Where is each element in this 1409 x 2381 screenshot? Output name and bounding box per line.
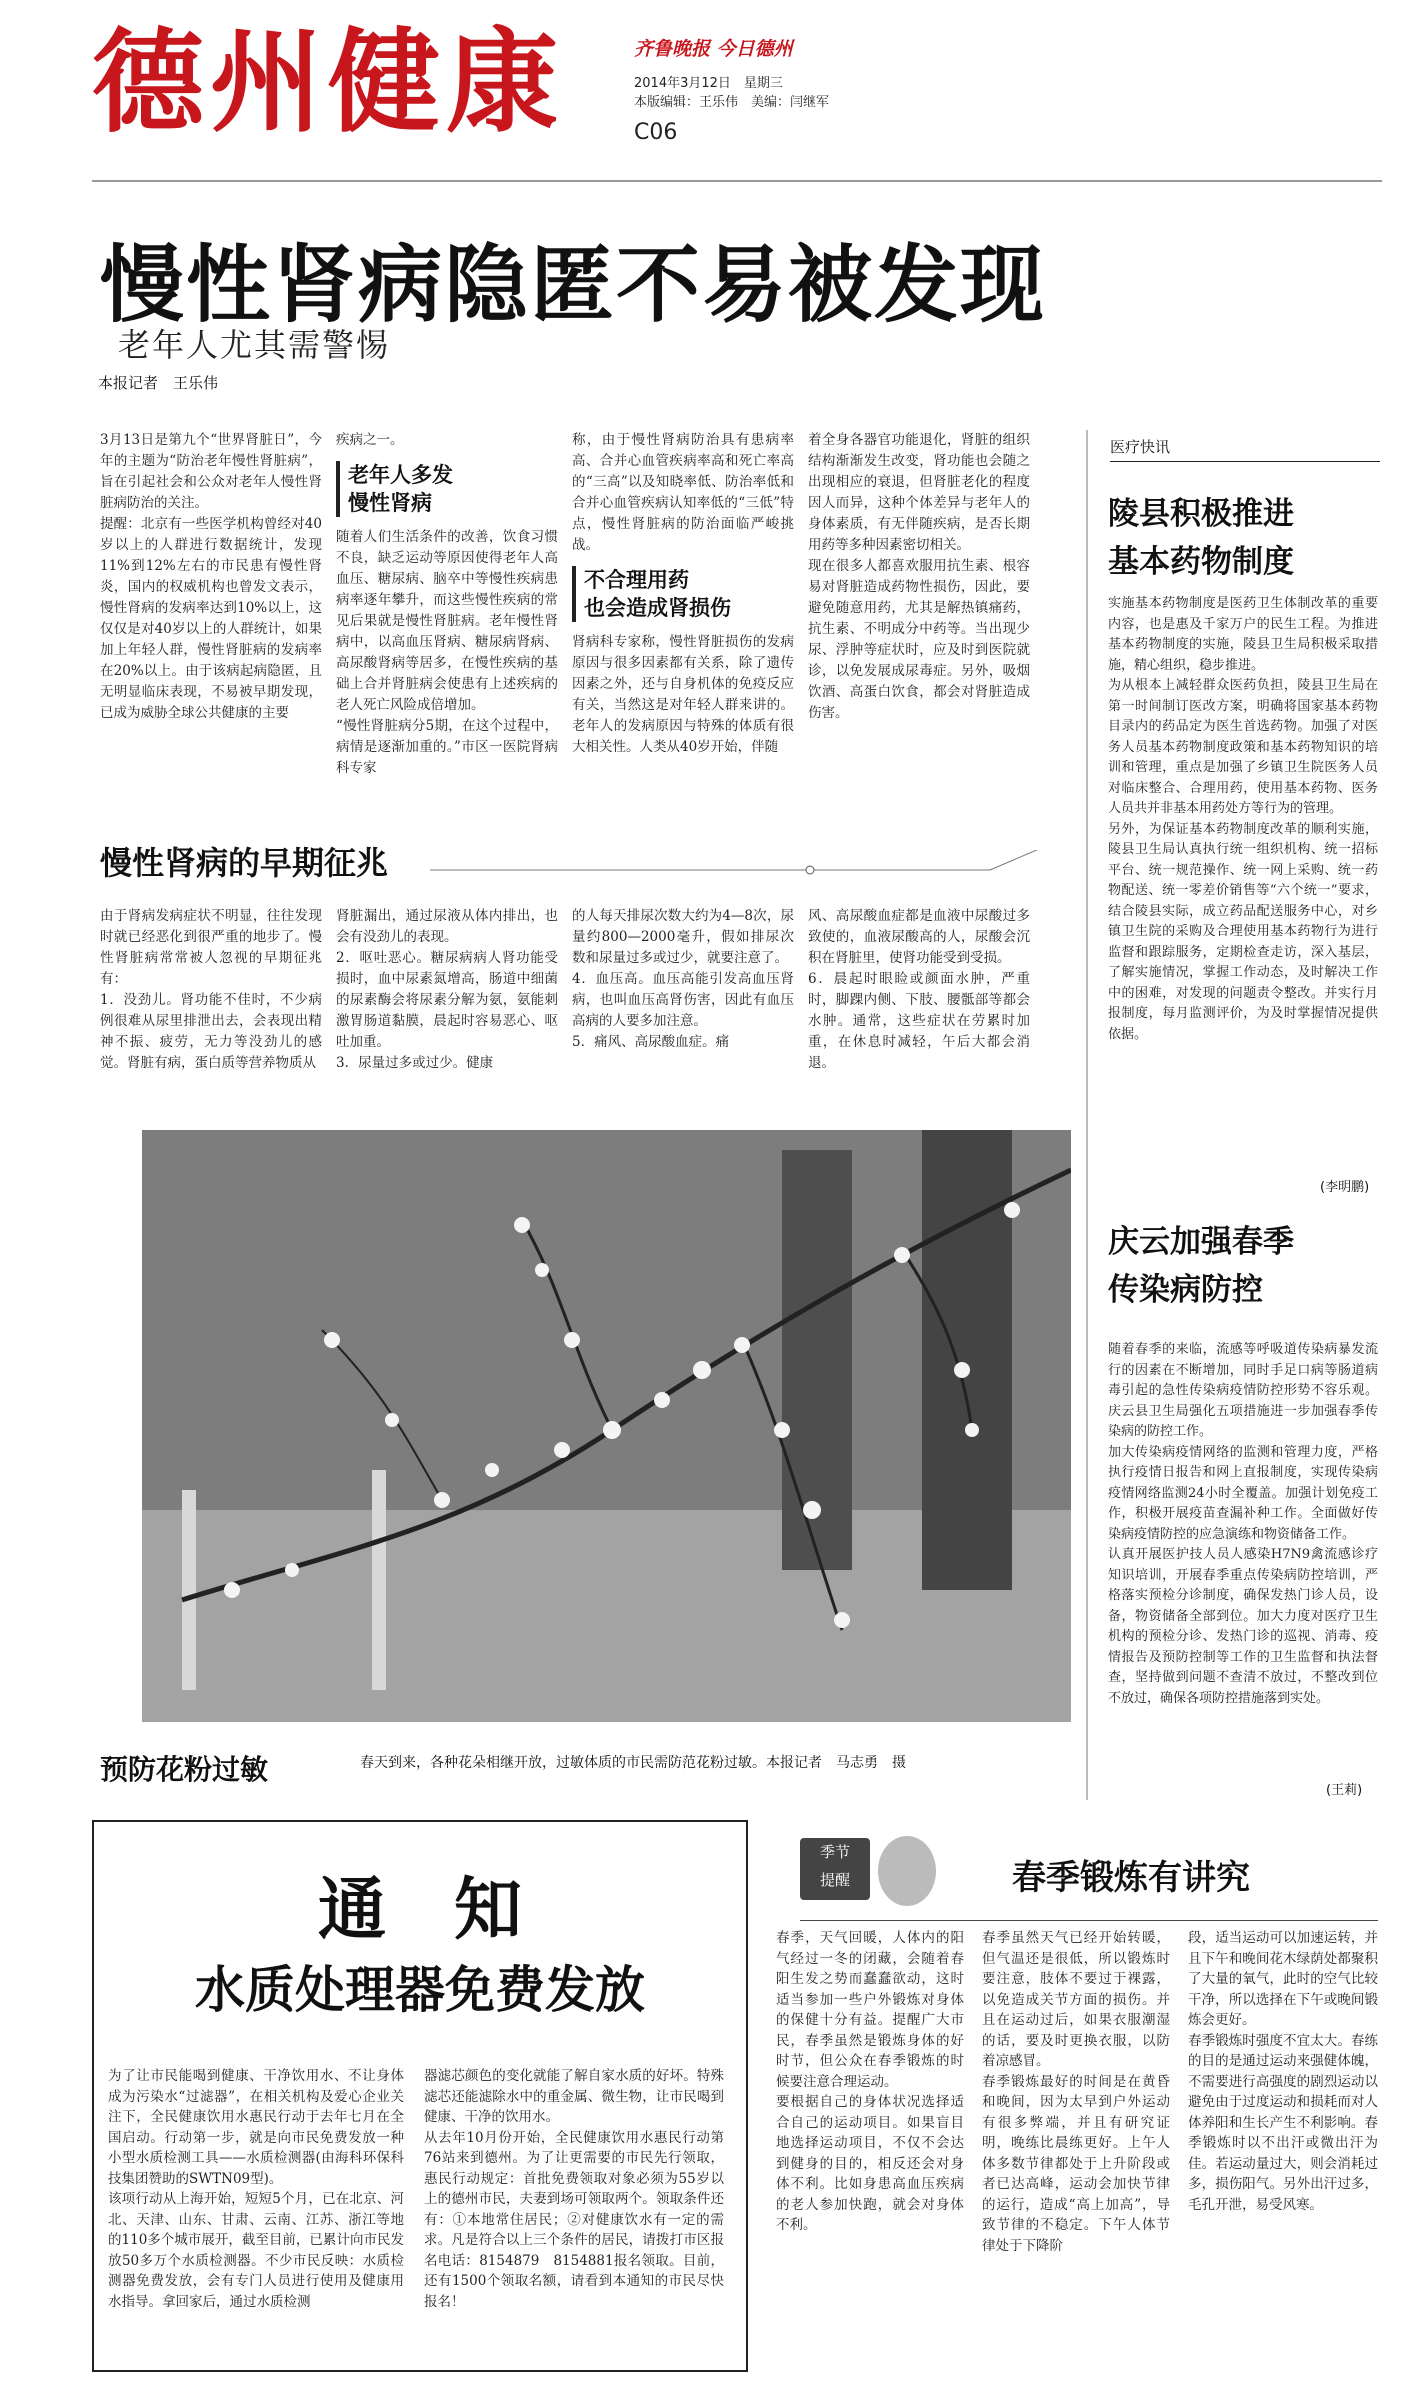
notice-title: 通 知: [317, 1871, 522, 1950]
newspaper-brand: 齐鲁晚报 今日德州: [634, 38, 793, 60]
article-col-3: [572, 430, 794, 758]
page-number: C06: [634, 120, 678, 145]
subhead-medication: 不合理用药 也会造成肾损伤: [572, 566, 794, 622]
article-col-2a: 疾病之一。: [336, 432, 404, 448]
notice-box: [92, 1820, 748, 2372]
photo-title: 预防花粉过敏: [100, 1753, 269, 1786]
article-col-2: [336, 430, 558, 779]
notice-col-1: 为了让市民能喝到健康、干净饮用水、不让身体成为污染水“过滤器”，在相关机构及爱心企业关注下，全民健康饮用水惠民行动于去年七月在全国启动。行动第一步，就是向市民免费发放一种小型水质检测工具——水质检测器(由海科环保科技集团赞助的SWTN09型)。 该项行动从上海开始，短短5个月，已在北京、河北、天津、山东、甘肃、云南、江苏、浙江等地的110多个城市展开，截至目前，已累计向市民发放50多万个水质检测器。不少市民反映：水质检测器免费发放，会有专门人员进行使用及健康用水指导。拿回家后，通过水质检测: [108, 2068, 404, 2310]
news2-title: 庆云加强春季 传染病防控: [1108, 1224, 1294, 1308]
season-badge-line2: 提醒: [819, 1871, 850, 1889]
blossom-branch-illustration: [142, 1130, 1071, 1722]
article-byline: 本报记者 王乐伟: [98, 374, 219, 392]
article-headline: 慢性肾病隐匿不易被发现: [100, 236, 1047, 334]
news1-title: 陵县积极推进 基本药物制度: [1108, 496, 1294, 580]
exercise-col-1: 春季，天气回暖，人体内的阳气经过一冬的闭藏，会随着春阳生发之势而蠢蠢欲动，这时适当参加一些户外锻炼对身体的保健十分有益。提醒广大市民，春季虽然是锻炼身体的好时节，但公众在春季锻炼的时候要注意合理运动。 要根据自己的身体状况选择适合自己的运动项目。如果盲目地选择运动项目，不仅不会达到健身的目的，相反还会对身体不利。比如身患高血压疾病的老人参加快跑，就会对身体不利。: [776, 1930, 964, 2233]
photo-caption: 春天到来，各种花朵相继开放，过敏体质的市民需防范花粉过敏。本报记者 马志勇 摄: [360, 1755, 906, 1771]
article-col-4: 着全身各器官功能退化，肾脏的组织结构渐渐发生改变，肾功能也会随之出现相应的衰退，但肾脏老化的程度因人而异，这种个体差异与老年人的身体素质，有无伴随疾病，是否长期用药等多种因素密切相关。 现在很多人都喜欢服用抗生素、根容易对肾脏造成药物性损伤，因此，要避免随意用药，尤其是解热镇痛药，抗生素、不明成分中药等。当出现少尿、浮肿等症状时，应及时到医院就诊，以免发展成尿毒症。另外，吸烟饮酒、高蛋白饮食，都会对肾脏造成伤害。: [808, 432, 1030, 721]
notice-subtitle: 水质处理器免费发放: [195, 1961, 645, 2019]
masthead-title: 德州健康: [92, 18, 564, 148]
header-divider: [92, 180, 1382, 182]
exercise-title: 春季锻炼有讲究: [1012, 1858, 1250, 1898]
notice-col-2: 器滤芯颜色的变化就能了解自家水质的好坏。特殊滤芯还能滤除水中的重金属、微生物，让市民喝到健康、干净的饮用水。 从去年10月份开始，全民健康饮用水惠民行动第76站来到德州。为了让更需要的市民先行领取，惠民行动规定：首批免费领取对象必须为55岁以上的德州市民，夫妻到场可领取两个。领取条件还有：①本地常住居民；②对健康饮水有一定的需求。凡是符合以上三个条件的居民，请拨打市区报名电话：8154879 8154881报名领取。目前，还有1500个领取名额，请看到本通知的市民尽快报名！: [424, 2068, 724, 2310]
article-col-2b: 随着人们生活条件的改善，饮食习惯不良，缺乏运动等原因使得老年人高血压、糖尿病、脑卒中等慢性疾病患病率逐年攀升，而这些慢性疾病的常见后果就是慢性肾脏病。老年慢性肾病中，以高血压肾病、糖尿病肾病、高尿酸肾病等居多，在慢性疾病的基础上合并肾脏病会使患有上述疾病的老人死亡风险成倍增加。 “慢性肾脏病分5期，在这个过程中，病情是逐渐加重的。”市区一医院肾病科专家: [336, 529, 558, 776]
mascot-icon: [878, 1836, 936, 1906]
exercise-col-2: 春季虽然天气已经开始转暖，但气温还是很低，所以锻炼时要注意，肢体不要过于裸露，以免造成关节方面的损伤。并且在运动过后，如果衣服潮湿的话，要及时更换衣服，以防着凉感冒。 春季锻炼最好的时间是在黄昏和晚间，因为太早到户外运动有很多弊端，并且有研究证明，晚练比晨练更好。上午人体多数节律都处于上升阶段或者已达高峰，运动会加快节律的运行，造成“高上加高”，导致节律的不稳定。下午人体节律处于下降阶: [982, 1930, 1170, 2254]
subhead-elderly: 老年人多发 慢性肾病: [336, 461, 558, 517]
early-signs-col-3: 的人每天排尿次数大约为4—8次，尿量约800—2000毫升，假如排尿次数和尿量过多或过少，就要注意了。 4．血压高。血压高能引发高血压肾病，也叫血压高肾伤害，因此有血压高病的人要多加注意。 5．痛风、高尿酸血症。痛: [572, 908, 794, 1050]
masthead-meta: [634, 74, 829, 112]
section-divider-line: [430, 850, 1070, 890]
article-col-3a: 称，由于慢性肾病防治具有患病率高、合并心血管疾病率高和死亡率高的“三高”以及知晓率低、防治率低和合并心血管疾病认知率低的“三低”特点，慢性肾脏病的防治面临严峻挑战。: [572, 432, 794, 553]
editors-line: 本版编辑：王乐伟 美编：闫继军: [634, 95, 830, 110]
early-signs-col-1: 由于肾病发病症状不明显，往往发现时就已经恶化到很严重的地步了。慢性肾脏病常常被人忽视的早期征兆有： 1．没劲儿。肾功能不佳时，不少病例很难从尿里排泄出去，会表现出精神不振、疲劳，无力等没劲儿的感觉。肾脏有病，蛋白质等营养物质从: [100, 908, 322, 1071]
early-signs-col-2: 肾脏漏出，通过尿液从体内排出，也会有没劲儿的表现。 2．呕吐恶心。糖尿病病人肾功能受损时，血中尿素氮增高，肠道中细菌的尿素酶会将尿素分解为氨，氨能刺激胃肠道黏膜，晨起时容易恶心、呕吐加重。 3．尿量过多或过少。健康: [336, 908, 558, 1071]
exercise-divider: [800, 1920, 1378, 1921]
blossom-photo: [142, 1130, 1071, 1722]
news2-body: 随着春季的来临，流感等呼吸道传染病暴发流行的因素在不断增加，同时手足口病等肠道病毒引起的急性传染病疫情防控形势不容乐观。庆云县卫生局强化五项措施进一步加强春季传染病的防控工作。 加大传染病疫情网络的监测和管理力度，严格执行疫情日报告和网上直报制度，实现传染病疫情网络监测24小时全覆盖。加强计划免疫工作，积极开展疫苗查漏补种工作。全面做好传染病疫情防控的应急演练和物资储备工作。 认真开展医护技人员人感染H7N9禽流感诊疗知识培训，开展春季重点传染病防控培训，严格落实预检分诊制度，确保发热门诊人员，设备，物资储备全部到位。加大力度对医疗卫生机构的预检分诊、发热门诊的巡视、消毒、疫情报告及预防控制等工作的卫生监督和执法督查，坚持做到问题不查清不放过，不整改到位不放过，确保各项防控措施落到实处。: [1108, 1342, 1378, 1706]
season-badge: [800, 1838, 870, 1900]
exercise-col-3: 段，适当运动可以加速运转，并且下午和晚间花木绿荫处都聚积了大量的氧气，此时的空气比较干净，所以选择在下午或晚间锻炼会更好。 春季锻炼时强度不宜太大。春练的目的是通过运动来强健体魄，不需要进行高强度的剧烈运动以避免由于过度运动和损耗而对人体养阳和生长产生不利影响。春季锻炼时以不出汗或微出汗为佳。若运动量过大，则会消耗过多，损伤阳气。另外出汗过多，毛孔开泄，易受风寒。: [1188, 1930, 1378, 2213]
article-subheadline: 老年人尤其需警惕: [118, 326, 391, 364]
sidebar-tag: 医疗快讯: [1110, 436, 1380, 462]
issue-date: 2014年3月12日 星期三: [634, 76, 783, 91]
news1-body: 实施基本药物制度是医药卫生体制改革的重要内容，也是惠及千家万户的民生工程。为推进基本药物制度的实施，陵县卫生局积极采取措施，精心组织，稳步推进。 为从根本上减轻群众医药负担，陵县卫生局在第一时间制订医改方案，明确将国家基本药物目录内的药品定为医生首选药物。加强了对医务人员基本药物制度政策和基本药物知识的培训和管理，重点是加强了乡镇卫生院医务人员对临床整合、合理用药，使用基本药物、医务人员共并非基本用药处方等行为的管理。 另外，为保证基本药物制度改革的顺利实施，陵县卫生局认真执行统一组织机构、统一招标平台、统一规范操作、统一网上采购、统一药物配送、统一零差价销售等“六个统一”要求，结合陵县实际，成立药品配送服务中心，对乡镇卫生院的采购及合理使用基本药物行为进行监督和跟踪服务，定期检查走访，深入基层，了解实施情况，掌握工作动态，及时解决工作中的困难，对发现的问题责令整改。并实行月报制度，每月监测评价，为及时掌握情况提供依据。: [1108, 596, 1378, 1042]
article-col-3b: 肾病科专家称，慢性肾脏损伤的发病原因与很多因素都有关系，除了遗传因素之外，还与自身机体的免疫反应有关，当然这是对年轻人群来讲的。老年人的发病原因与特殊的体质有很大相关性。人类从40岁开始，伴随: [572, 634, 794, 755]
early-signs-title: 慢性肾病的早期征兆: [100, 844, 389, 882]
article-col-1: 3月13日是第九个“世界肾脏日”，今年的主题为“防治老年慢性肾脏病”，旨在引起社会和公众对老年人慢性肾脏病防治的关注。 提醒：北京有一些医学机构曾经对40岁以上的人群进行数据统计，发现11%到12%左右的市民患有慢性肾炎，国内的权威机构也曾发文表示，慢性肾病的发病率达到10%以上，这仅仅是对40岁以上的人群统计，如果加上年轻人群，慢性肾脏病的发病率在20%以上。由于该病起病隐匿，且无明显临床表现，不易被早期发现，已成为威胁全球公共健康的主要: [100, 432, 322, 721]
early-signs-col-4: 风、高尿酸血症都是血液中尿酸过多致使的，血液尿酸高的人，尿酸会沉积在肾脏里，使肾功能受到受损。 6．晨起时眼睑或颜面水肿，严重时，脚踝内侧、下肢、腰骶部等都会水肿。通常，这些症状在劳累时加重，在休息时减轻，午后大都会消退。: [808, 908, 1030, 1071]
news2-author: (王莉): [1326, 1783, 1363, 1798]
sidebar-divider: [1086, 430, 1088, 1800]
season-badge-line1: 季节: [819, 1843, 850, 1861]
news1-author: (李明鹏): [1320, 1180, 1370, 1195]
